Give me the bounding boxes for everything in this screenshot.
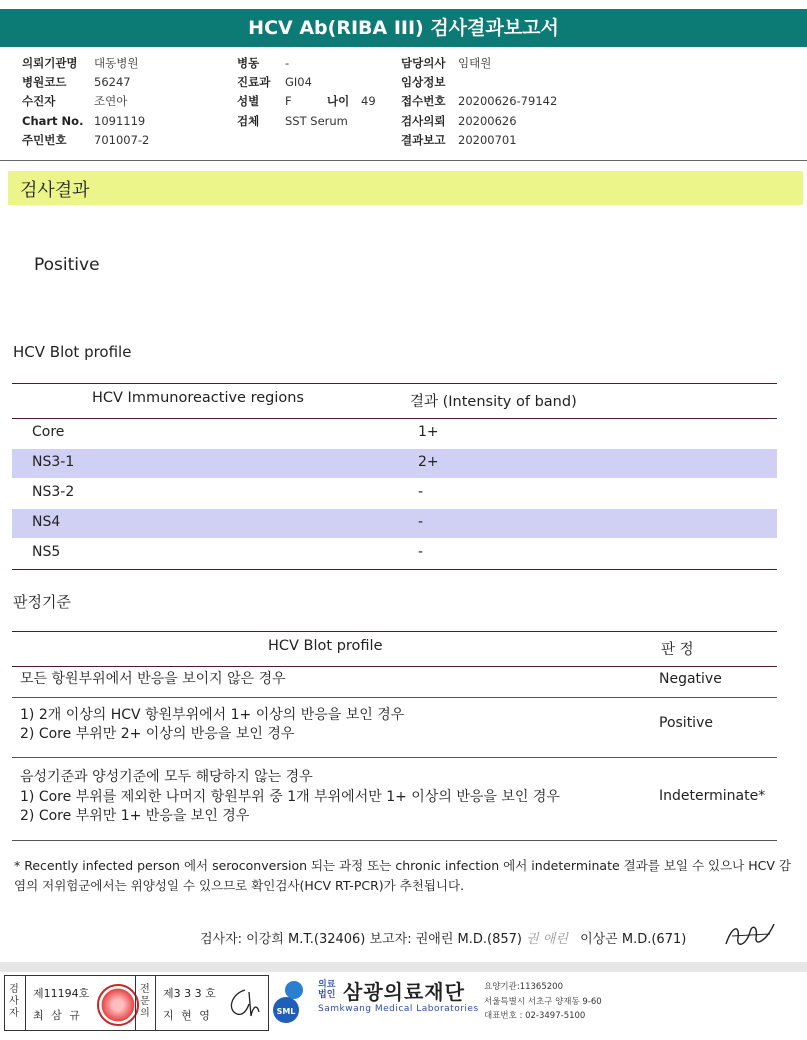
contact-line: 서울특별시 서초구 양재동 9-60 [484, 996, 602, 1007]
criteria-line: 1) 2개 이상의 HCV 항원부위에서 1+ 이상의 반응을 보인 경우 [20, 707, 405, 723]
box1-vertical-label [7, 984, 21, 1020]
info-value: 20200701 [458, 132, 517, 147]
footer-divider [0, 962, 807, 972]
label-char: 검 [9, 984, 19, 995]
tester-label: 검사자: 이강희 M.T.(32406) [200, 932, 366, 947]
info-value: 1091119 [94, 113, 146, 128]
table-row [12, 449, 777, 478]
intensity-cell: - [418, 484, 424, 500]
label-char: 문 [140, 996, 150, 1007]
org-type [318, 980, 335, 1000]
info-row [401, 131, 557, 150]
intensity-cell: - [418, 544, 424, 560]
info-value: - [285, 56, 290, 70]
specialist-signature [223, 986, 263, 1020]
info-row [401, 73, 557, 92]
info-key: 병원코드 [22, 75, 67, 90]
criteria-col1-header: HCV Blot profile [268, 638, 383, 654]
label-char: 의 [140, 1008, 150, 1019]
info-key: 성별 [237, 94, 260, 109]
criteria-line: 2) Core 부위만 1+ 반응을 보인 경우 [20, 808, 250, 824]
criteria-line: 음성기준과 양성기준에 모두 해당하지 않는 경우 [20, 769, 313, 785]
info-key: 검사의뢰 [401, 113, 446, 128]
info-value: SST Serum [285, 113, 348, 128]
info-col-2 [237, 54, 376, 131]
criteria-line: 모든 항원부위에서 반응을 보이지 않은 경우 [20, 671, 286, 687]
region-cell: NS3-2 [32, 484, 75, 500]
official-seal [97, 984, 139, 1026]
org-type-line: 의료 [318, 980, 336, 990]
info-key: 임상정보 [401, 75, 446, 90]
criteria-line: 2) Core 부위만 2+ 이상의 반응을 보인 경우 [20, 726, 295, 742]
certification-box [4, 975, 269, 1031]
reporter-label: 보고자: 권애린 M.D.(857) [369, 932, 522, 947]
info-row [22, 112, 149, 131]
table-row [12, 539, 777, 568]
info-row [22, 131, 149, 150]
info-value: 20200626-79142 [458, 94, 558, 109]
info-row [22, 73, 149, 92]
footnote: * Recently infected person 에서 seroconversion 되는 과정 또는 chronic infection 에서 indeterminate 결과를 보일 수 있으나 HCV 감염의 저위험군에서는 위양성일 수 있으므로 확인검사(HCV RT-PCR)가 추천됩니다. [14, 858, 791, 893]
table-rule [12, 631, 777, 632]
table-row [12, 419, 777, 448]
org-name: 삼광의료재단 [343, 980, 465, 1004]
region-cell: NS4 [32, 514, 61, 530]
box-divider [25, 976, 26, 1030]
info-key: 나이 [327, 94, 350, 109]
org-type-line: 법인 [318, 990, 336, 1000]
info-col-1 [22, 54, 149, 150]
reporter-signature: 권 애린 [526, 932, 568, 947]
section-title: 검사결과 [20, 180, 90, 201]
info-row [237, 73, 376, 92]
sml-logo-icon [272, 977, 312, 1025]
info-key: 병동 [237, 56, 260, 70]
org-name-english: Samkwang Medical Laboratories [318, 1004, 479, 1014]
table-row [12, 509, 777, 538]
criteria-heading: 판정기준 [13, 593, 71, 611]
signature-line [200, 928, 686, 947]
report-title: HCV Ab(RIBA III) 검사결과보고서 [0, 9, 807, 47]
info-key: 검체 [237, 113, 260, 128]
info-row [401, 54, 557, 73]
info-value: GI04 [285, 75, 312, 90]
info-key: 담당의사 [401, 56, 446, 70]
section-band [8, 171, 803, 205]
box-divider [135, 976, 136, 1030]
info-key: Chart No. [22, 113, 84, 128]
label-char: 자 [9, 1008, 19, 1019]
table-rule [12, 569, 777, 570]
info-key: 진료과 [237, 75, 271, 90]
info-row [237, 112, 376, 131]
info-row [237, 54, 376, 73]
info-row [22, 92, 149, 111]
table-rule [12, 383, 777, 384]
info-value: 701007-2 [94, 132, 150, 147]
box-divider [155, 976, 156, 1030]
info-row [401, 112, 557, 131]
tester-license-no: 제11194호 [33, 987, 90, 1000]
blot-heading: HCV Blot profile [13, 343, 132, 361]
label-char: 전 [140, 984, 150, 995]
info-value: 임태원 [458, 56, 492, 70]
intensity-cell: 2+ [418, 454, 439, 470]
info-value: 대동병원 [94, 56, 139, 70]
info-key: 결과보고 [401, 132, 446, 147]
table-rule [12, 666, 777, 667]
label-char: 사 [9, 996, 19, 1007]
box2-vertical-label [138, 984, 152, 1020]
intensity-cell: - [418, 514, 424, 530]
criteria-col2-header: 판 정 [661, 642, 694, 658]
handwritten-signature [722, 916, 778, 952]
info-key: 수진자 [22, 94, 56, 109]
info-col-3 [401, 54, 557, 150]
info-row [22, 54, 149, 73]
info-row [401, 92, 557, 111]
info-row [237, 92, 376, 111]
info-key: 의뢰기관명 [22, 56, 78, 70]
region-cell: NS5 [32, 544, 61, 560]
contact-line: 요양기관:11365200 [484, 982, 563, 992]
criteria-judgement: Indeterminate* [659, 788, 766, 804]
info-value: 49 [361, 94, 376, 109]
specialist-name: 지 현 영 [163, 1009, 212, 1022]
top-strip [0, 0, 807, 9]
info-value: 조연아 [94, 94, 128, 109]
info-key: 접수번호 [401, 94, 446, 109]
tester-name: 최 삼 규 [33, 1009, 82, 1022]
second-signer: 이상곤 M.D.(671) [580, 932, 687, 947]
org-contact [484, 980, 602, 1024]
logo-text: SML [276, 1007, 296, 1016]
info-value: F [285, 94, 292, 109]
intensity-cell: 1+ [418, 424, 439, 440]
region-cell: Core [32, 424, 65, 440]
criteria-judgement: Negative [659, 671, 722, 687]
info-key: 주민번호 [22, 132, 67, 147]
info-value: 20200626 [458, 113, 517, 128]
table-rule [12, 697, 777, 698]
criteria-judgement: Positive [659, 715, 713, 731]
region-cell: NS3-1 [32, 454, 75, 470]
table-rule [12, 757, 777, 758]
specialist-license-no: 제3 3 3 호 [163, 987, 216, 1000]
criteria-line: 1) Core 부위를 제외한 나머지 항원부위 중 1개 부위에서만 1+ 이상의 반응을 보인 경우 [20, 789, 560, 805]
table-row [12, 479, 777, 508]
blot-col1-header: HCV Immunoreactive regions [92, 390, 304, 406]
info-value: 56247 [94, 75, 131, 90]
contact-line: 대표번호 : 02-3497-5100 [484, 1011, 586, 1021]
result-value: Positive [34, 255, 100, 275]
table-rule [12, 840, 777, 841]
blot-col2-header: 결과 (Intensity of band) [410, 394, 577, 410]
info-divider [0, 160, 807, 161]
